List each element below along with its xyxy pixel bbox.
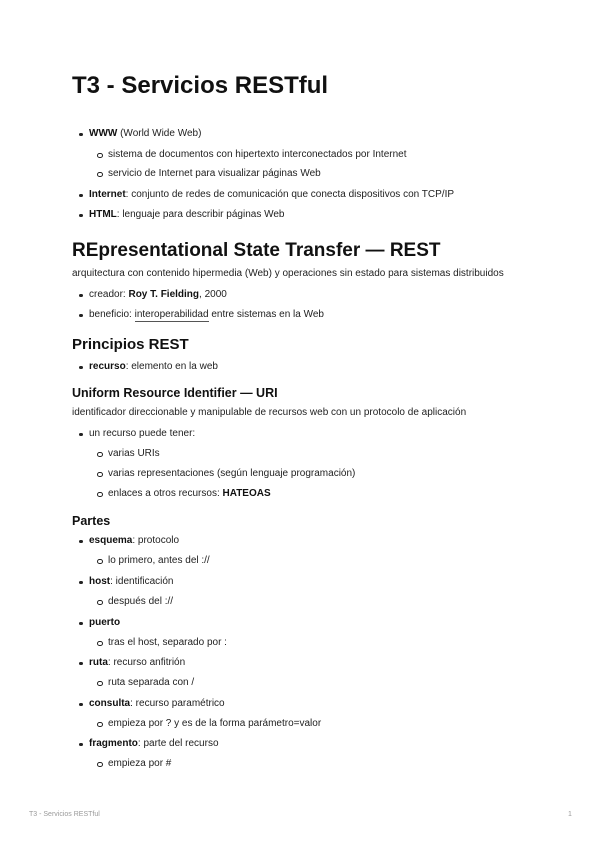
parts-heading: Partes	[72, 514, 111, 528]
list-item-html: HTML: lenguaje para describir páginas Web	[89, 209, 285, 220]
sub-item: tras el host, separado por :	[108, 637, 227, 648]
page-number: 1	[568, 811, 572, 818]
sub-item: sistema de documentos con hipertexto interconectados por Internet	[108, 149, 407, 160]
list-item-query: consulta: recurso paramétrico	[89, 698, 225, 709]
list-item-port: puerto	[89, 617, 121, 628]
footer-title: T3 - Servicios RESTful	[29, 811, 100, 818]
list-item-scheme: esquema: protocolo	[89, 535, 180, 546]
list-item-benefit: beneficio: interoperabilidad entre sistemas en la Web	[89, 309, 324, 320]
list-item-path: ruta: recurso anfitrión	[89, 657, 186, 668]
sub-item: empieza por ? y es de la forma parámetro=valor	[108, 718, 322, 729]
uri-heading: Uniform Resource Identifier — URI	[72, 386, 278, 400]
uri-description: identificador direccionable y manipulable de recursos web con un protocolo de aplicación	[72, 407, 467, 418]
sub-item: ruta separada con /	[108, 677, 195, 688]
sub-item: después del ://	[108, 596, 174, 607]
sub-item: lo primero, antes del ://	[108, 555, 210, 566]
list-item-www: WWW (World Wide Web)	[89, 128, 202, 139]
rest-description: arquitectura con contenido hipermedia (Web) y operaciones sin estado para sistemas distribuidos	[72, 268, 504, 279]
rest-heading: REpresentational State Transfer — REST	[72, 240, 441, 261]
list-item-internet: Internet: conjunto de redes de comunicación que conecta dispositivos con TCP/IP	[89, 189, 455, 200]
list-item-host: host: identificación	[89, 576, 174, 587]
list-item-fragment: fragmento: parte del recurso	[89, 738, 219, 749]
page-title: T3 - Servicios RESTful	[72, 72, 329, 99]
sub-item: empieza por #	[108, 758, 172, 769]
principles-heading: Principios REST	[72, 336, 189, 353]
sub-item: servicio de Internet para visualizar páginas Web	[108, 168, 321, 179]
list-item-creator: creador: Roy T. Fielding, 2000	[89, 289, 227, 300]
sub-item-hateoas: enlaces a otros recursos: HATEOAS	[108, 488, 271, 499]
sub-item: varias URIs	[108, 448, 160, 459]
list-item-resource-can-have: un recurso puede tener:	[89, 428, 196, 439]
sub-item: varias representaciones (según lenguaje programación)	[108, 468, 356, 479]
list-item-resource: recurso: elemento en la web	[89, 361, 218, 372]
